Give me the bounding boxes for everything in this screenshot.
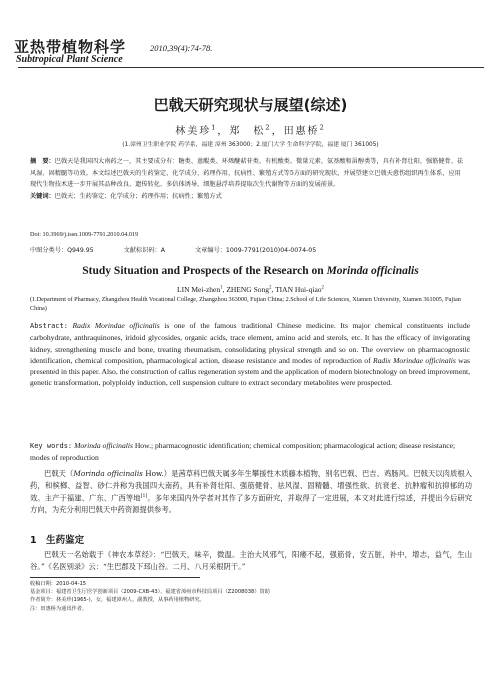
abstract-en-label: Abstract: <box>30 322 68 330</box>
abstract-text: 巴戟天是我国四大南药之一，其主要成分有：糖类、蒽醌类、环烯醚萜苷类、有机酸类、微量元素、氨基酸和甾醇类等，具有补肾壮阳、强筋健骨、祛风湿、固精髓等功效。本文综述巴戟天的生药鉴定、化学成分、药理作用、抗病性、繁殖方式等5方面的研究现状，并展望建立巴戟天愈伤组织再生体系，应用现代生物技术进一步开展其品种改良、遗传转化、多倍体诱导、细胞悬浮培养提取次生代谢物等方面的发展前景。 <box>30 158 464 189</box>
keywords-en <box>30 440 470 464</box>
article-id: 文章编号：1009-7791(2010)04-0074-05 <box>194 247 317 254</box>
header-rule <box>18 67 484 68</box>
section-paragraph: 巴戟天一名始载于《神农本草经》：“巴戟天，味辛，微温。主治大风邪气，阳痿不起，强筋骨，安五脏，补中，增志，益气，生山谷。”《名医别录》云：“生巴郡及下邳山谷。二月、八月采根阴干。” <box>30 550 472 571</box>
author-name: 林美珍 <box>175 126 212 137</box>
document-code: 文献标识码：A <box>123 247 165 254</box>
title-en-main: Study Situation and Prospects of the Research on <box>82 265 327 277</box>
author-affil-mark: 2 <box>265 123 272 132</box>
abstract-cn <box>30 156 466 202</box>
abstract-en-text: is one of the famous traditional Chinese medicine. Its major chemical constituents include carbohydrate, anthraquinones, iridoid glycosides, organic acids, trace element, amino acid and sterols, etc. It has the efficacy of invigorating kidney, strengthening muscle and bone, treating rheumatism, consolidating physical strength and so on. The overview on pharmacognostic identification, chemical composition, pharmacological action, disease resistance and modes of reproduction of <box>30 321 470 365</box>
section-heading: 1 生药鉴定 <box>30 535 85 546</box>
species-name: Radix Morindae officinalis <box>72 321 160 330</box>
author-separator: ， <box>217 126 230 137</box>
species-name: Morinda officinalis <box>74 441 133 450</box>
affiliation-cn: (1.漳州卫生职业学院 药学系，福建 漳州 363000；2.厦门大学 生命科学学院，福建 厦门 361005) <box>122 142 379 148</box>
author-name: LIN Mei-zhen <box>177 285 221 294</box>
journal-title-cn: 亚热带植物科学 <box>14 40 127 56</box>
species-name: Radix Morindae officinalis <box>372 355 456 365</box>
author-affil-mark: 1 <box>220 285 223 291</box>
intro-text: 巴戟天（ <box>44 469 74 478</box>
article-title-cn: 巴戟天研究现状与展望(综述) <box>153 96 348 114</box>
footnote-fund: 基金项目：福建省卫生厅医学创新项目（2009-CXB-43）、福建省漳州市科技局项目（Z2008038）资助 <box>30 589 270 596</box>
author-affil-mark: 1 <box>211 123 218 132</box>
footnote-rule <box>30 577 200 578</box>
title-en-species: Morinda officinalis <box>326 265 419 277</box>
author-name: 田惠桥 <box>283 126 320 137</box>
footnote-received: 收稿日期：2010-04-15 <box>30 581 87 587</box>
abstract-en <box>30 320 470 389</box>
classification-line <box>30 245 470 254</box>
author-separator: ， <box>271 126 284 137</box>
volume-info: 2010,39(4):74-78. <box>150 43 213 53</box>
keywords-en-text: How.; pharmacognostic identification; chemical composition; pharmacological action; disease resistance; modes of reproduction <box>30 441 456 463</box>
footnote-note: 注：田惠桥为通讯作者。 <box>30 605 88 612</box>
affiliation-en: (1.Department of Pharmacy, Zhangzhou Health Vocational College, Zhangzhou 363000, Fujian China; 2.School of Life Sciences, Xiamen University, Xiamen 361005, Fujian China) <box>30 296 461 312</box>
intro-text: How.）是茜草科巴戟天属多年生攀援性木质藤本植物，别名巴戟、巴吉、鸡肠风。巴戟天以肉质根入药，和槟榔、益智、砂仁并称为我国四大南药，具有补肾壮阳、强筋健骨、祛风湿、固精髓、增强性欲、抗衰老、抗肿瘤和抗抑郁的功效。主产于福建、广东、广西等地 <box>30 469 472 503</box>
keywords-text: 巴戟天；生药鉴定；化学成分；药理作用；抗病性；繁殖方式 <box>54 192 222 200</box>
authors-en <box>0 285 501 294</box>
clc-number: 中图分类号：Q949.95 <box>30 247 94 254</box>
author-affil-mark: 2 <box>321 285 324 291</box>
journal-title-en: Subtropical Plant Science <box>16 54 123 65</box>
author-name: , ZHENG Song <box>222 285 270 294</box>
keywords-en-label: Key words: <box>30 442 73 450</box>
author-name: , TIAN Hui-qiao <box>271 285 322 294</box>
author-affil-mark: 2 <box>319 123 326 132</box>
abstract-en-text: was presented in this paper. Also, the construction of callus regeneration system and the application of modern biotechnology on breed improvement, genetic transformation, polyploidy induction, cell suspension culture to extract secondary metabolites were prospected. <box>30 355 470 388</box>
author-name: 郑 松 <box>229 126 266 137</box>
intro-paragraph <box>30 468 472 516</box>
footnotes <box>30 580 470 613</box>
keywords-label: 关键词： <box>30 192 55 200</box>
species-name: Morinda officinalis <box>73 469 143 478</box>
author-affil-mark: 2 <box>269 285 272 291</box>
intro-text: 。多年来国内外学者对其作了多方面研究，并取得了一定进展，本文对此进行综述，并提出今后研究方向，为充分利用巴戟天中药资源提供参考。 <box>30 493 473 515</box>
footnote-author: 作者简介：林美珍(1965-)，女，福建漳州人，副教授，从事药用植物研究。 <box>30 597 205 604</box>
abstract-label: 摘 要： <box>30 158 55 165</box>
article-title-en <box>0 265 501 277</box>
authors-cn <box>0 122 501 137</box>
citation: [1] <box>140 494 148 500</box>
doi: Doi: 10.3969/j.issn.1009-7791.2010.04.019 <box>30 231 139 238</box>
